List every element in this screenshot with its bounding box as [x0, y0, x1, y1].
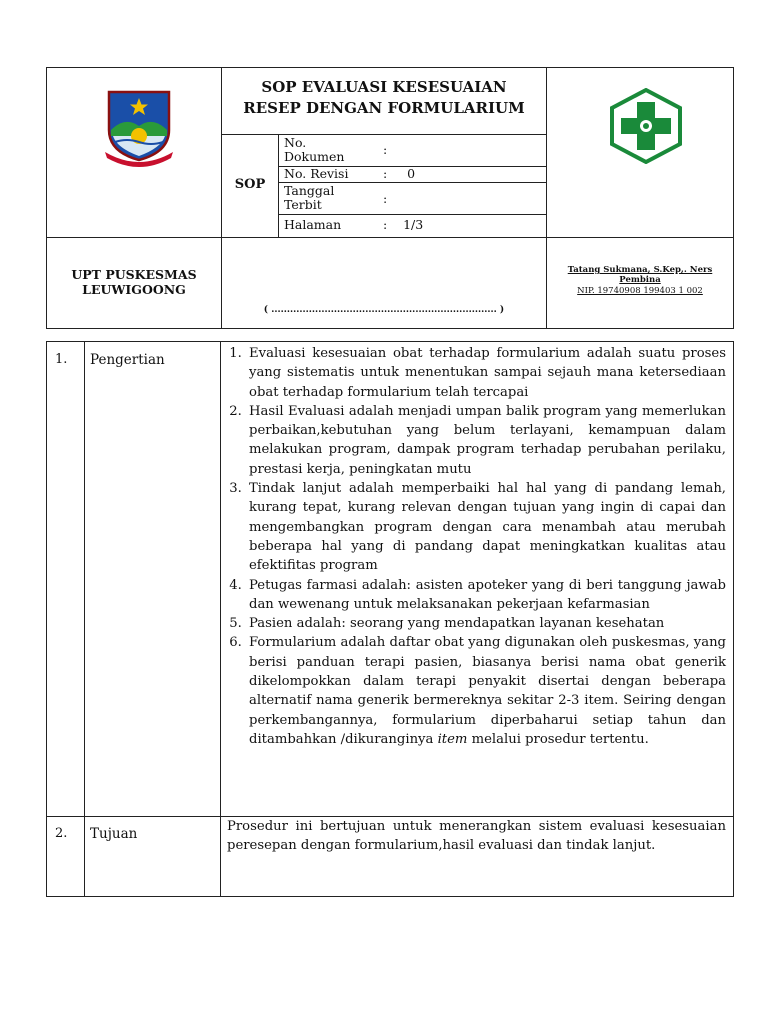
signer-name: Tatang Sukmana, S.Kep,. Ners [567, 265, 713, 275]
section-title-pengertian: Pengertian [90, 352, 165, 368]
list-item: 2. Hasil Evaluasi adalah menjadi umpan balik program yang memerlukan perbaikan,kebutuhan yang belum terlayani, kemampuan dalam melakukan program, dampak program terhadap perubahan perilaku, prestasi kerja, peningkatan mutu [246, 402, 726, 479]
organization-name [47, 267, 221, 297]
title-line-1: SOP EVALUASI KESESUAIAN [261, 78, 507, 96]
org-line-1: UPT PUSKESMAS [71, 267, 197, 282]
field-label-halaman: Halaman [284, 217, 342, 232]
signature-placeholder: ( ........................................................................ ) [263, 305, 505, 315]
item6-italic: item [437, 731, 468, 747]
field-value-halaman: : 1/3 [383, 217, 424, 232]
signer-block [550, 265, 730, 296]
field-value-no-dokumen: : [383, 142, 388, 157]
list-item: 5. Pasien adalah: seorang yang mendapatkan layanan kesehatan [246, 614, 726, 633]
signer-nip: NIP. 19740908 199403 1 002 [577, 286, 703, 296]
puskesmas-logo-icon [609, 88, 683, 164]
field-value-tanggal-terbit: : [383, 191, 388, 206]
item6-text-b: melalui prosedur tertentu. [467, 731, 649, 747]
org-line-2: LEUWIGOONG [82, 282, 186, 297]
list-item: 4. Petugas farmasi adalah: asisten apoteker yang di beri tanggung jawab dan wewenang untuk melaksanakan pekerjaan kefarmasian [246, 576, 726, 615]
field-label-no-revisi: No. Revisi [284, 166, 349, 181]
item6-text-a: Formularium adalah daftar obat yang digunakan oleh puskesmas, yang berisi panduan terapi pasien, biasanya berisi nama obat generik dikelompokkan dalam terapi penyakit disertai dengan beberapa alternatif nama generik bermereknya sekitar 2-3 item. Seiring dengan perkembangannya, formularium diperbaharui setiap tahun dan ditambahkan /dikuranginya [249, 635, 726, 747]
title-line-2: RESEP DENGAN FORMULARIUM [243, 99, 525, 117]
field-label-no-dokumen: No. Dokumen [284, 135, 345, 164]
signer-rank: Pembina [619, 275, 661, 285]
field-label-tanggal-terbit: Tanggal Terbit [284, 183, 335, 212]
field-value-no-revisi: : 0 [383, 166, 416, 181]
list-item: 1. Evaluasi kesesuaian obat terhadap formularium adalah suatu proses yang sistematis untuk menentukan sampai sejauh mana ketersediaan obat terhadap formularium telah tercapai [246, 344, 726, 402]
list-item [246, 633, 726, 749]
section-title-tujuan: Tujuan [90, 826, 138, 842]
document-title [222, 77, 546, 119]
section-number-2: 2. [55, 826, 68, 841]
list-item: 3. Tindak lanjut adalah memperbaiki hal hal yang di pandang lemah, kurang tepat, kurang relevan dengan tujuan yang ingin di capai dan mengembangkan program dengan cara menambah atau merubah beberapa hal yang di pandang dapat meningkatkan kualitas atau efektifitas program [246, 479, 726, 575]
section-number-1: 1. [55, 352, 68, 367]
pengertian-list [224, 344, 726, 749]
tujuan-text: Prosedur ini bertujuan untuk menerangkan sistem evaluasi kesesuaian peresepan dengan formularium,hasil evaluasi dan tindak lanjut. [227, 819, 726, 854]
regency-logo-icon [103, 86, 175, 168]
sop-label: SOP [234, 177, 266, 192]
